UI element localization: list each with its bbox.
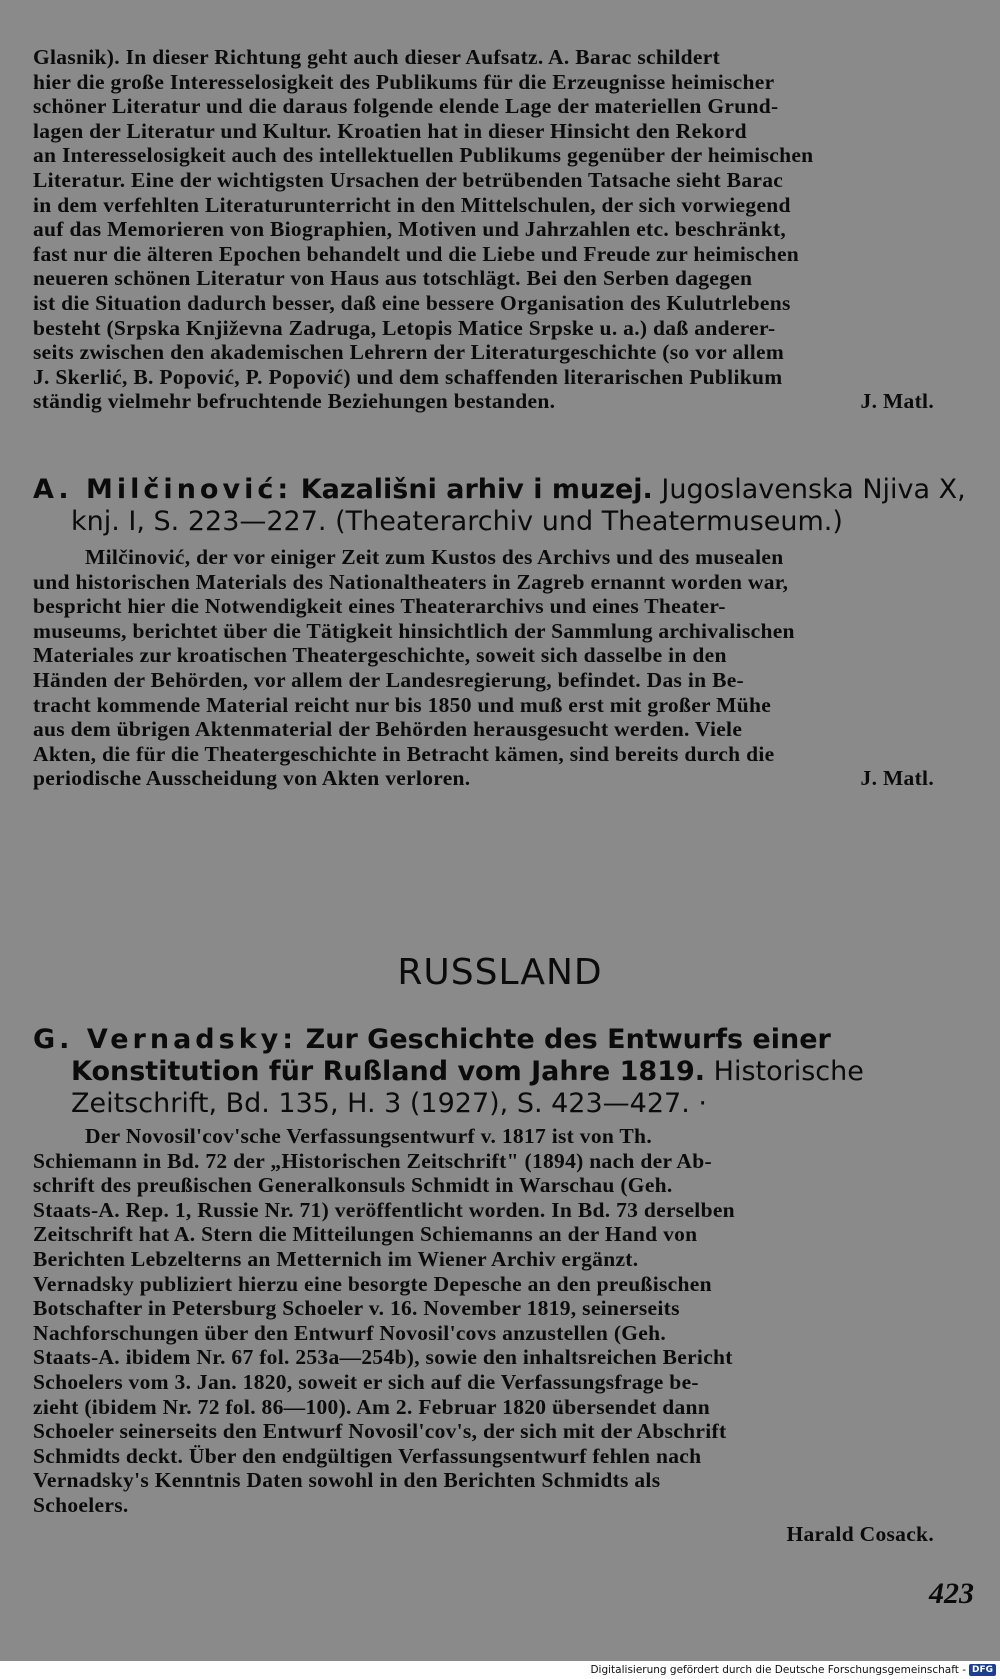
review-2-body (33, 545, 976, 791)
closing-line (33, 766, 976, 791)
text-line: in dem verfehlten Literaturunterricht in den Mittelschulen, der sich vorwiegend (33, 192, 791, 217)
text-line: auf das Memorieren von Biographien, Motiven und Jahrzahlen etc. beschränkt, (33, 217, 787, 242)
text-line: Schoelers. (33, 1492, 129, 1517)
text-line: Literatur. Eine der wichtigsten Ursachen der betrübenden Tatsache sieht Barac (33, 167, 784, 192)
text-line: Akten, die für die Theatergeschichte in Betracht kämen, sind bereits durch die (33, 741, 775, 766)
closing-line (33, 389, 976, 414)
dfg-logo: DFG (969, 1664, 996, 1676)
text-line: neueren schönen Literatur von Haus aus totschlägt. Bei den Serben dagegen (33, 266, 753, 291)
text-line: zieht (ibidem Nr. 72 fol. 86—100). Am 2. Februar 1820 übersendet dann (33, 1394, 711, 1419)
text-line: aus dem übrigen Aktenmaterial der Behörden herausgesucht werden. Viele (33, 717, 743, 742)
text-line: lagen der Literatur und Kultur. Kroatien hat in dieser Hinsicht den Rekord (33, 118, 747, 143)
review-author: A. Milčinović: (33, 474, 293, 505)
text-line: Nachforschungen über den Entwurf Novosil'covs anzustellen (Geh. (33, 1320, 667, 1345)
review-title: Zur Geschichte des Entwurfs einer Konstitution für Rußland vom Jahre 1819. (71, 1024, 831, 1087)
text-line: tracht kommende Material reicht nur bis 1850 und muß erst mit großer Mühe (33, 692, 772, 717)
review-2-heading (33, 474, 976, 538)
text-line: Schoelers vom 3. Jan. 1820, soweit er sich auf die Verfassungsfrage be- (33, 1369, 699, 1394)
review-author: G. Vernadsky: (33, 1024, 298, 1055)
reviewer-signature: J. Matl. (860, 766, 934, 791)
text-line: seits zwischen den akademischen Lehrern der Literaturgeschichte (so vor allem (33, 340, 785, 365)
text-line: an Interesselosigkeit auch des intellektuellen Publikums gegenüber der heimischen (33, 143, 814, 168)
text-line: Zeitschrift hat A. Stern die Mitteilungen Schiemanns an der Hand von (33, 1222, 698, 1247)
reviewer-signature: Harald Cosack. (786, 1521, 934, 1546)
page-number: 423 (929, 1577, 974, 1610)
text-line: und historischen Materials des Nationaltheaters in Zagreb ernannt worden war, (33, 569, 789, 594)
text-line: Der Novosil'cov'sche Verfassungsentwurf v. 1817 ist von Th. (85, 1124, 652, 1148)
text-line: ist die Situation dadurch besser, daß eine bessere Organisation des Kulutrlebens (33, 290, 791, 315)
text-line: Vernadsky's Kenntnis Daten sowohl in den Berichten Schmidts als (33, 1468, 661, 1493)
text-line: Glasnik). In dieser Richtung geht auch dieser Aufsatz. A. Barac schildert (33, 45, 721, 69)
review-1-body (33, 45, 976, 414)
text-line: Händen der Behörden, vor allem der Landesregierung, befindet. Das in Be- (33, 667, 745, 692)
review-3-heading (33, 1024, 976, 1120)
text-line: Schoeler seinerseits den Entwurf Novosil'cov's, der sich mit der Abschrift (33, 1419, 727, 1444)
text-line: Materiales zur kroatischen Theatergeschichte, soweit sich dasselbe in den (33, 643, 727, 668)
reviewer-signature: J. Matl. (860, 389, 934, 414)
text-line: periodische Ausscheidung von Akten verloren. (33, 766, 471, 791)
review-citation: Historische Zeitschrift, Bd. 135, H. 3 (1927), S. 423—427. · (71, 1056, 864, 1119)
text-line: besteht (Srpska Književna Zadruga, Letopis Matice Srpske u. a.) daß anderer- (33, 315, 776, 340)
text-line: Staats-A. ibidem Nr. 67 fol. 253a—254b), sowie den inhaltsreichen Bericht (33, 1345, 733, 1370)
text-line: fast nur die älteren Epochen behandelt und die Liebe und Freude zur heimischen (33, 241, 800, 266)
text-line: Botschafter in Petersburg Schoeler v. 16. November 1819, seinerseits (33, 1296, 680, 1321)
review-title: Kazališni arhiv i muzej. (300, 474, 653, 505)
text-line: Vernadsky publiziert hierzu eine besorgte Depesche an den preußischen (33, 1271, 712, 1296)
text-line: Staats-A. Rep. 1, Russie Nr. 71) veröffentlicht worden. In Bd. 73 derselben (33, 1197, 735, 1222)
text-line: museums, berichtet über die Tätigkeit hinsichtlich der Sammlung archivalischen (33, 618, 795, 643)
text-line: Schmidts deckt. Über den endgültigen Verfassungsentwurf fehlen nach (33, 1443, 702, 1468)
text-line: Milčinović, der vor einiger Zeit zum Kustos des Archivs und des musealen (85, 545, 784, 569)
text-line: schrift des preußischen Generalkonsuls Schmidt in Warschau (Geh. (33, 1173, 673, 1198)
text-line: Berichten Lebzelterns an Metternich im Wiener Archiv ergänzt. (33, 1246, 639, 1271)
footer-text: Digitalisierung gefördert durch die Deutsche Forschungsgemeinschaft - (590, 1664, 966, 1676)
text-line: hier die große Interesselosigkeit des Publikums für die Erzeugnisse heimischer (33, 69, 775, 94)
closing-line (33, 1522, 976, 1547)
text-line: Schiemann in Bd. 72 der „Historischen Zeitschrift" (1894) nach der Ab- (33, 1148, 712, 1173)
text-line: bespricht hier die Notwendigkeit eines Theaterarchivs und eines Theater- (33, 594, 726, 619)
section-title: RUSSLAND (397, 952, 603, 993)
review-citation: Jugoslavenska Njiva X, knj. I, S. 223—227. (Theaterarchiv und Theatermuseum.) (71, 474, 966, 537)
text-line: J. Skerlić, B. Popović, P. Popović) und dem schaffenden literarischen Publikum (33, 364, 783, 389)
text-line: ständig vielmehr befruchtende Beziehungen bestanden. (33, 389, 556, 414)
review-3-body (33, 1124, 976, 1546)
digitization-footer (590, 1662, 996, 1678)
text-line: schöner Literatur und die daraus folgende elende Lage der materiellen Grund- (33, 94, 779, 119)
